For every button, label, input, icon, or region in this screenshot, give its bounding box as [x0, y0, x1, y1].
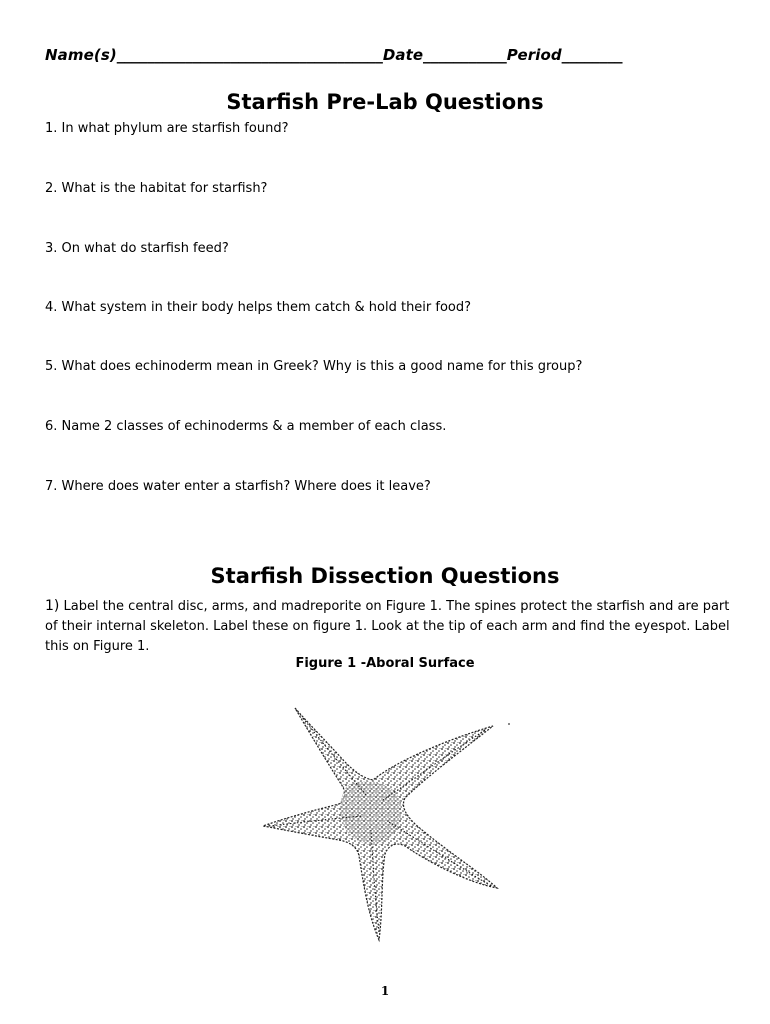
prelab-question-3: 3. On what do starfish feed?	[45, 241, 229, 256]
prelab-question-5: 5. What does echinoderm mean in Greek? Why is this a good name for this group?	[45, 359, 583, 374]
dissection-title: Starfish Dissection Questions	[210, 564, 560, 588]
prelab-question-7: 7. Where does water enter a starfish? Where does it leave?	[45, 479, 431, 494]
figure-caption: Figure 1 -Aboral Surface	[295, 656, 475, 671]
dissection-question-text: Label the central disc, arms, and madreporite on Figure 1. The spines protect the starfish and are part of their internal skeleton. Label these on figure 1. Look at the tip of each arm and find the eyespot. Label this on Figure 1.	[45, 599, 730, 654]
starfish-figure	[255, 700, 515, 950]
prelab-question-4: 4. What system in their body helps them catch & hold their food?	[45, 300, 472, 315]
prelab-question-2: 2. What is the habitat for starfish?	[45, 181, 268, 196]
name-blank: ___________________________________	[116, 46, 383, 64]
period-blank: ________	[561, 46, 623, 64]
header-line	[45, 46, 725, 70]
prelab-question-1: 1. In what phylum are starfish found?	[45, 121, 289, 136]
dissection-question-1	[45, 596, 735, 657]
prelab-title: Starfish Pre-Lab Questions	[226, 90, 544, 114]
name-label: Name(s)	[45, 46, 117, 64]
prelab-question-6: 6. Name 2 classes of echinoderms & a member of each class.	[45, 419, 447, 434]
period-label: Period	[506, 46, 562, 64]
date-blank: ___________	[423, 46, 507, 64]
dissection-question-number: 1)	[45, 598, 60, 614]
page-number: 1	[380, 984, 390, 998]
date-label: Date	[382, 46, 424, 64]
starfish-icon	[255, 700, 515, 950]
